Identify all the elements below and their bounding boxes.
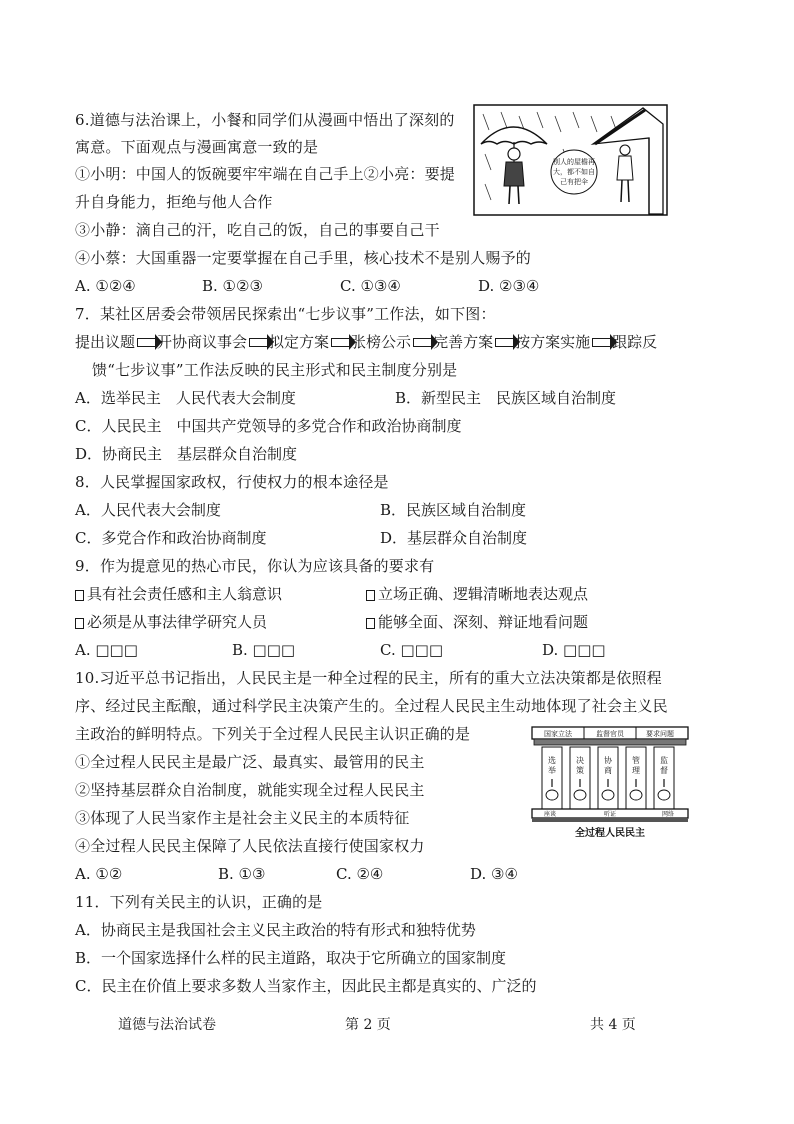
cartoon-bubble-text-1: 别人的屋檐再 xyxy=(553,158,595,166)
q8-option-a: A．人民代表大会制度 xyxy=(75,501,221,519)
q6-line-4: 升自身能力，拒绝与他人合作 xyxy=(75,193,273,211)
q10-line-5: ②坚持基层群众自治制度，就能实现全过程人民民主 xyxy=(75,781,425,799)
q6-option-c: C. ①③④ xyxy=(340,277,401,295)
figure-pillar-label-2b: 策 xyxy=(576,766,584,775)
q6-option-a: A. ①②④ xyxy=(75,277,136,295)
figure-base-label-3: 网络 xyxy=(661,811,675,818)
q10-line-2: 序、经过民主酝酿，通过科学民主决策产生的。全过程人民民主生动地体现了社会主义民 xyxy=(75,697,668,715)
rain-umbrella-cartoon xyxy=(473,104,668,216)
checkbox-icon xyxy=(366,618,375,629)
q9-option-a: A. □□□ xyxy=(75,641,138,659)
q6-option-b: B. ①②③ xyxy=(202,277,263,295)
q9-option-d: D. □□□ xyxy=(542,641,606,659)
flow-arrow-icon xyxy=(592,338,610,347)
q10-line-1: 10.习近平总书记指出，人民民主是一种全过程的民主，所有的重大立法决策都是依照程 xyxy=(75,669,662,687)
q8-stem: 8．人民掌握国家政权，行使权力的根本途径是 xyxy=(75,473,389,491)
figure-pillar-label-4: 管 xyxy=(632,756,640,765)
q7-tail: 馈“七步议事”工作法反映的民主形式和民主制度分别是 xyxy=(92,361,458,379)
q10-line-6: ③体现了人民当家作主是社会主义民主的本质特征 xyxy=(75,809,410,827)
figure-pillar-label-4b: 理 xyxy=(632,766,640,775)
q10-line-4: ①全过程人民民主是最广泛、最真实、最管用的民主 xyxy=(75,753,425,771)
q11-option-b: B．一个国家选择什么样的民主道路，取决于它所确立的国家制度 xyxy=(75,949,507,967)
q8-option-b: B．民族区域自治制度 xyxy=(380,501,527,519)
figure-pillar-label-3: 协 xyxy=(604,756,612,765)
q11-option-a: A．协商民主是我国社会主义民主政治的特有形式和独特优势 xyxy=(75,921,476,939)
q6-line-5: ③小静：滴自己的汗，吃自己的饭，自己的事要自己干 xyxy=(75,221,440,239)
figure-pillar-label-5b: 督 xyxy=(660,766,668,775)
flow-arrow-icon xyxy=(137,338,155,347)
figure-caption: 全过程人民民主 xyxy=(575,828,645,839)
whole-process-democracy-figure xyxy=(530,723,690,845)
q7-step-6: 按方案实施 xyxy=(515,333,591,351)
q9-item-4: 能够全面、深刻、辩证地看问题 xyxy=(366,612,588,632)
q6-line-6: ④小蔡：大国重器一定要掌握在自己手里，核心技术不是别人赐予的 xyxy=(75,249,532,267)
q7-step-5: 完善方案 xyxy=(433,333,494,351)
q10-option-b: B. ①③ xyxy=(218,865,266,883)
q9-stem: 9．作为提意见的热心市民，你认为应该具备的要求有 xyxy=(75,557,435,575)
figure-top-label-3: 要求问题 xyxy=(646,730,674,738)
q7-option-c: C．人民民主 中国共产党领导的多党合作和政治协商制度 xyxy=(75,417,462,435)
q6-line-2: 寓意。下面观点与漫画寓意一致的是 xyxy=(75,138,319,156)
q10-option-c: C. ②④ xyxy=(336,865,384,883)
figure-pillar-label-1: 选 xyxy=(548,756,556,765)
figure-pillar-label-3b: 商 xyxy=(604,766,612,775)
checkbox-icon xyxy=(366,590,375,601)
figure-pillar-label-2: 决 xyxy=(576,756,584,765)
q7-intro: 7．某社区居委会带领居民探索出“七步议事”工作法，如下图： xyxy=(75,305,496,323)
flow-arrow-icon xyxy=(495,338,513,347)
q6-line-3: ①小明：中国人的饭碗要牢牢端在自己手上②小亮：要提 xyxy=(75,165,456,183)
q8-option-d: D．基层群众自治制度 xyxy=(380,529,528,547)
q7-flow xyxy=(75,332,657,352)
q7-option-b: B．新型民主 民族区域自治制度 xyxy=(395,389,617,407)
q7-option-d: D．协商民主 基层群众自治制度 xyxy=(75,445,298,463)
q10-option-d: D. ③④ xyxy=(470,865,518,883)
q11-option-c: C．民主在价值上要求多数人当家作主，因此民主都是真实的、广泛的 xyxy=(75,977,537,995)
footer-page-number: 第 2 页 xyxy=(345,1017,391,1033)
q10-line-7: ④全过程人民民主保障了人民依法直接行使国家权力 xyxy=(75,837,425,855)
footer-subject: 道德与法治试卷 xyxy=(118,1017,216,1033)
figure-top-label-2: 监督官员 xyxy=(596,730,624,738)
q11-stem: 11．下列有关民主的认识，正确的是 xyxy=(75,893,323,911)
figure-pillar-label-1b: 举 xyxy=(548,766,556,775)
cartoon-bubble-text-2: 大，都不如自 xyxy=(553,168,595,176)
q7-step-1: 提出议题 xyxy=(75,333,136,351)
figure-top-label-1: 国家立法 xyxy=(544,730,572,738)
q10-line-3: 主政治的鲜明特点。下列关于全过程人民民主认识正确的是 xyxy=(75,725,471,743)
q10-option-a: A. ①② xyxy=(75,865,123,883)
checkbox-icon xyxy=(75,618,84,629)
q8-option-c: C．多党合作和政治协商制度 xyxy=(75,529,267,547)
q9-item-1: 具有社会责任感和主人翁意识 xyxy=(75,584,282,604)
q7-step-3: 拟定方案 xyxy=(269,333,330,351)
q9-item-3: 必须是从事法律学研究人员 xyxy=(75,612,267,632)
q7-option-a: A．选举民主 人民代表大会制度 xyxy=(75,389,296,407)
q6-line-1: 6.道德与法治课上，小餐和同学们从漫画中悟出了深刻的 xyxy=(75,111,455,129)
flow-arrow-icon xyxy=(413,338,431,347)
checkbox-icon xyxy=(75,590,84,601)
q7-step-7: 跟踪反 xyxy=(612,333,658,351)
flow-arrow-icon xyxy=(249,338,267,347)
q7-step-4: 张榜公示 xyxy=(351,333,412,351)
cartoon-bubble-text-3: 己有把伞 xyxy=(560,178,588,186)
figure-base-label-2: 听证 xyxy=(603,811,617,818)
q7-step-2: 开协商议事会 xyxy=(157,333,248,351)
footer-total-pages: 共 4 页 xyxy=(590,1017,636,1033)
flow-arrow-icon xyxy=(331,338,349,347)
q9-item-2: 立场正确、逻辑清晰地表达观点 xyxy=(366,584,588,604)
figure-base-label-1: 座谈 xyxy=(543,811,557,818)
figure-pillar-label-5: 监 xyxy=(660,756,668,765)
q9-option-b: B. □□□ xyxy=(232,641,296,659)
q6-option-d: D. ②③④ xyxy=(478,277,540,295)
q9-option-c: C. □□□ xyxy=(380,641,443,659)
